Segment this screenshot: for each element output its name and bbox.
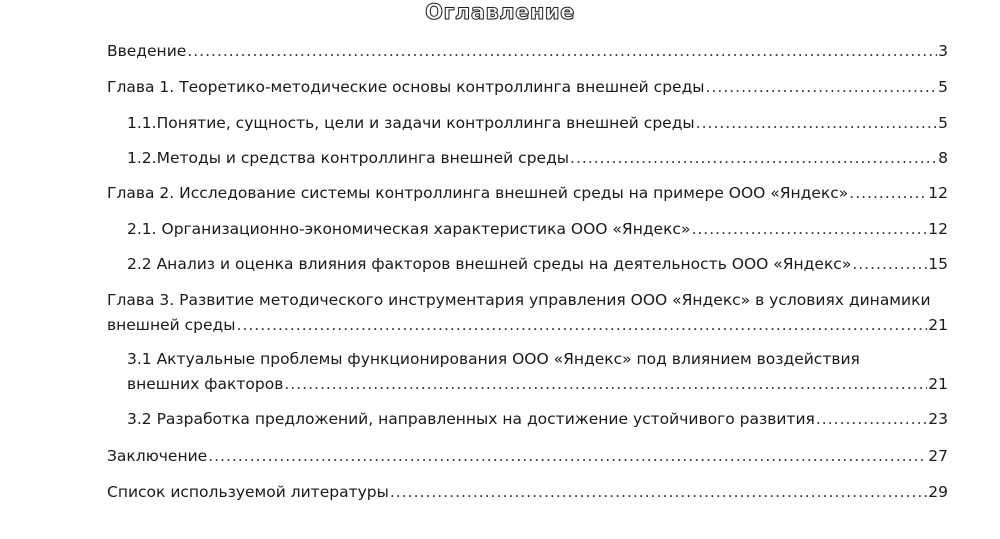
toc-entry-page: 12 xyxy=(928,220,948,238)
dot-leader xyxy=(849,182,927,204)
toc-entry-text: 3.2 Разработка предложений, направленных на достижение устойчивого развития xyxy=(127,410,815,428)
toc-entry-section-3-2[interactable] xyxy=(127,408,948,430)
toc-entry-text-line1: 3.1 Актуальные проблемы функционирования ООО «Яндекс» под влиянием воздействия xyxy=(127,350,860,368)
dot-leader xyxy=(237,314,928,336)
dot-leader xyxy=(852,253,927,275)
toc-entry-chapter-2[interactable] xyxy=(107,182,948,204)
toc-entry-text: Список используемой литературы xyxy=(107,483,389,501)
toc-entry-section-3-1[interactable] xyxy=(127,348,948,395)
toc-entry-text: Введение xyxy=(107,42,187,60)
dot-leader xyxy=(390,481,927,503)
toc-entry-page: 5 xyxy=(938,114,948,132)
toc-entry-page: 23 xyxy=(928,410,948,428)
toc-entry-number: 1.2. xyxy=(127,149,157,167)
toc-entry-text: 2.1. Организационно-экономическая характеристика ООО «Яндекс» xyxy=(127,220,691,238)
toc-entry-chapter-3[interactable] xyxy=(107,289,948,336)
toc-entry-text-line1: Глава 3. Развитие методического инструментария управления ООО «Яндекс» в условиях динамики xyxy=(107,291,931,309)
toc-entry-conclusion[interactable] xyxy=(107,445,948,467)
toc-entry-page: 29 xyxy=(928,483,948,501)
toc-entry-section-2-1[interactable] xyxy=(127,218,948,240)
toc-entry-section-1-1[interactable] xyxy=(127,112,948,134)
toc-entry-text: Заключение xyxy=(107,447,208,465)
toc-entry-page: 21 xyxy=(928,316,948,334)
toc-entry-page: 8 xyxy=(938,149,948,167)
toc-entry-page: 12 xyxy=(928,184,948,202)
dot-leader xyxy=(187,40,937,62)
toc-entry-page: 27 xyxy=(928,447,948,465)
toc-entry-text: внешней среды xyxy=(107,316,236,334)
toc-title: Оглавление xyxy=(425,0,575,24)
toc-entry-text: внешних факторов xyxy=(127,375,284,393)
toc-entry-section-2-2[interactable] xyxy=(127,253,948,275)
toc-entry-introduction[interactable] xyxy=(107,40,948,62)
toc-entry-text: 2.2 Анализ и оценка влияния факторов внешней среды на деятельность ООО «Яндекс» xyxy=(127,255,852,273)
toc-entry-references[interactable] xyxy=(107,481,948,503)
toc-entry-page: 21 xyxy=(928,375,948,393)
toc-entry-number: 1.1. xyxy=(127,114,157,132)
dot-leader xyxy=(570,147,937,169)
dot-leader xyxy=(696,112,937,134)
dot-leader xyxy=(816,408,927,430)
dot-leader xyxy=(706,76,938,98)
toc-entry-page: 5 xyxy=(938,78,948,96)
dot-leader xyxy=(284,373,927,395)
toc-entry-text: Глава 1. Теоретико-методические основы контроллинга внешней среды xyxy=(107,78,705,96)
toc-entry-text: Понятие, сущность, цели и задачи контроллинга внешней среды xyxy=(156,114,695,132)
toc-entry-page: 15 xyxy=(928,255,948,273)
toc-entry-chapter-1[interactable] xyxy=(107,76,948,98)
toc-entry-page: 3 xyxy=(938,42,948,60)
dot-leader xyxy=(691,218,927,240)
toc-entry-text: Методы и средства контроллинга внешней среды xyxy=(156,149,570,167)
toc-entry-text: Глава 2. Исследование системы контроллинга внешней среды на примере ООО «Яндекс» xyxy=(107,184,849,202)
dot-leader xyxy=(208,445,927,467)
toc-entry-section-1-2[interactable] xyxy=(127,147,948,169)
